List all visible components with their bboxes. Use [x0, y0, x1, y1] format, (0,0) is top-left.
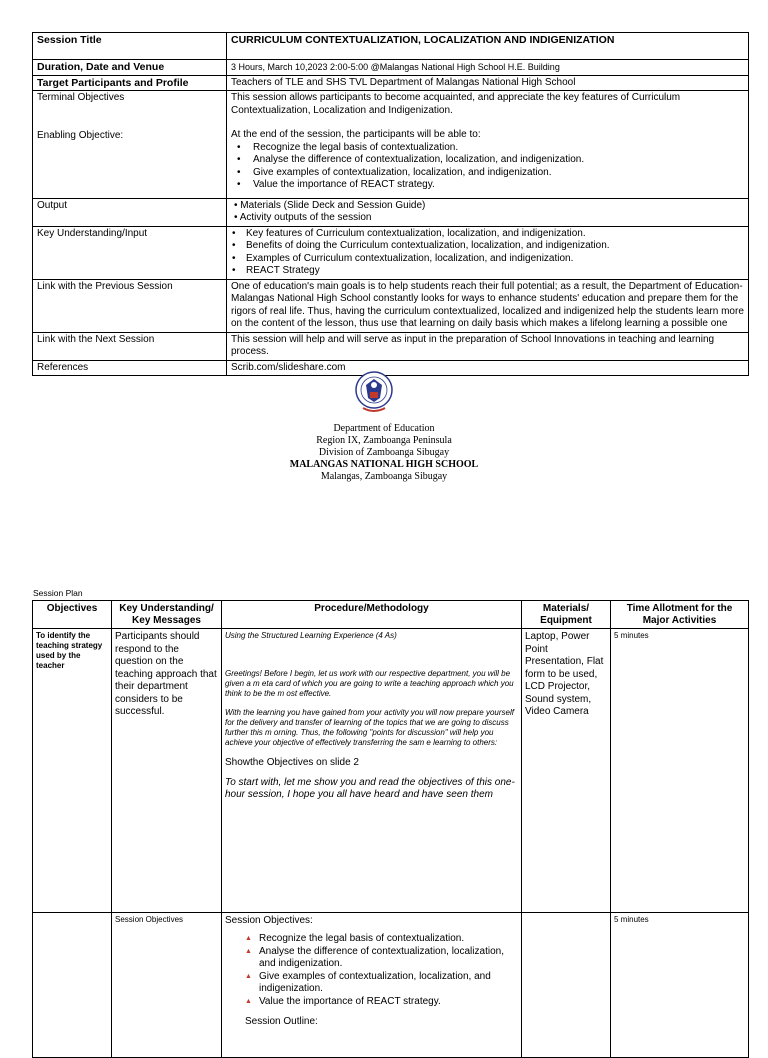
- col-header-procedure: Procedure/Methodology: [222, 601, 522, 629]
- next-session-text: This session will help and will serve as input in the preparation of School Innovations in teaching and learning process.: [227, 332, 749, 360]
- output-list: [231, 200, 744, 225]
- key-message-cell: Participants should respond to the question on the teaching approach that their department considers to be successful.: [112, 629, 222, 913]
- list-item: • Activity outputs of the session: [234, 212, 372, 223]
- participants-label: Target Participants and Profile: [33, 75, 227, 91]
- procedure-cell: [222, 629, 522, 913]
- header-line: Division of Zamboanga Sibugay: [318, 447, 450, 458]
- procedure-paragraph: Using the Structured Learning Experience (4 As): [225, 631, 397, 640]
- list-item: ▲ Analyse the difference of contextualization, localization, and indigenization.: [245, 946, 518, 971]
- header-line: Region IX, Zamboanga Peninsula: [316, 435, 452, 446]
- header-line: Department of Education: [333, 423, 435, 434]
- session-outline-heading: Session Outline:: [245, 1016, 318, 1027]
- list-item: • Benefits of doing the Curriculum contextualization, localization, and indigenization.: [231, 240, 744, 253]
- session-title-label: Session Title: [33, 33, 227, 60]
- session-info-table: [32, 32, 749, 376]
- procedure-cell: [222, 913, 522, 1058]
- session-objectives-list: [245, 933, 518, 1008]
- next-session-label: Link with the Next Session: [33, 332, 227, 360]
- key-understanding-list: [231, 228, 744, 278]
- objective-cell: [33, 913, 112, 1058]
- enabling-objective-label: Enabling Objective:: [37, 129, 124, 141]
- key-message-cell: Session Objectives: [112, 913, 222, 1058]
- procedure-paragraph: Showthe Objectives on slide 2: [225, 757, 359, 768]
- references-label: References: [33, 360, 227, 376]
- output-cell: [227, 198, 749, 226]
- output-label: Output: [33, 198, 227, 226]
- school-name: MALANGAS NATIONAL HIGH SCHOOL: [289, 459, 479, 470]
- list-item: ▲ Recognize the legal basis of contextualization.: [245, 933, 518, 946]
- participants-value: Teachers of TLE and SHS TVL Department of Malangas National High School: [227, 75, 749, 91]
- col-header-objectives: Objectives: [33, 601, 112, 629]
- time-cell: 5 minutes: [611, 913, 749, 1058]
- list-item: • Materials (Slide Deck and Session Guide): [234, 199, 426, 211]
- header-line: Malangas, Zamboanga Sibugay: [320, 471, 448, 482]
- list-item: ▲ Give examples of contextualization, localization, and indigenization.: [245, 971, 518, 996]
- list-item: • REACT Strategy: [231, 265, 744, 278]
- terminal-objectives-text: This session allows participants to become acquainted, and appreciate the key features of Curriculum Contextualization, Localization and Indigenization.: [231, 92, 681, 116]
- list-item: ▲ Value the importance of REACT strategy.: [245, 996, 518, 1009]
- duration-label: Duration, Date and Venue: [33, 60, 227, 76]
- objective-cell: To identify the teaching strategy used by the teacher: [33, 629, 112, 913]
- school-header: [0, 423, 768, 483]
- list-item: • Analyse the difference of contextualization, localization, and indigenization.: [231, 154, 744, 167]
- prev-session-label: Link with the Previous Session: [33, 279, 227, 332]
- session-plan-table: [32, 600, 749, 1058]
- list-item: • Key features of Curriculum contextualization, localization, and indigenization.: [231, 228, 744, 241]
- objectives-label-cell: [33, 91, 227, 199]
- enabling-intro: At the end of the session, the participants will be able to:: [231, 129, 481, 140]
- references-text: Scrib.com/slideshare.com: [227, 360, 749, 376]
- session-plan-label: Session Plan: [33, 588, 83, 598]
- list-item: • Give examples of contextualization, localization, and indigenization.: [231, 167, 744, 180]
- list-item: • Recognize the legal basis of contextualization.: [231, 142, 744, 155]
- col-header-key: Key Understanding/ Key Messages: [112, 601, 222, 629]
- procedure-paragraph: With the learning you have gained from your activity you will now prepare yourself for the delivery and transfer of learning of the topics that we are going to discuss further this m orning. Thus, the following "points for discussion" will help you achieve your objective of effectively transferring the sam e learning to others:: [225, 708, 514, 747]
- materials-cell: [522, 913, 611, 1058]
- deped-seal-icon: [355, 368, 393, 416]
- procedure-paragraph: To start with, let me show you and read the objectives of this one-hour session, I hope you all have heard and have seen them: [225, 777, 515, 800]
- key-understanding-label: Key Understanding/Input: [33, 226, 227, 279]
- list-item: • Examples of Curriculum contextualization, localization, and indigenization.: [231, 253, 744, 266]
- materials-cell: Laptop, Power Point Presentation, Flat form to be used, LCD Projector, Sound system, Video Camera: [522, 629, 611, 913]
- session-objectives-heading: Session Objectives:: [225, 915, 313, 926]
- session-title-value: CURRICULUM CONTEXTUALIZATION, LOCALIZATION AND INDIGENIZATION: [227, 33, 749, 60]
- col-header-materials: Materials/ Equipment: [522, 601, 611, 629]
- duration-value: 3 Hours, March 10,2023 2:00-5:00 @Malangas National High School H.E. Building: [227, 60, 749, 76]
- time-cell: 5 minutes: [611, 629, 749, 913]
- col-header-time: Time Allotment for the Major Activities: [611, 601, 749, 629]
- prev-session-text: One of education's main goals is to help students reach their full potential; as a result, the Department of Education-Malangas National High School constantly looks for ways to enhance students' education and prepare them for the rigors of real life. Thus, having the curriculum contextualized, localized and indigenized help the students learn more on the content of the lesson, thus use that learning on daily basis which makes a lifelong learning a possible one: [227, 279, 749, 332]
- objectives-value-cell: [227, 91, 749, 199]
- procedure-paragraph: Greetings! Before I begin, let us work with our respective department, you will be given a m eta card of which you are going to write a teaching approach which you think to be the m ost effective.: [225, 669, 514, 698]
- enabling-list: [231, 142, 744, 192]
- key-understanding-cell: [227, 226, 749, 279]
- terminal-objectives-label: Terminal Objectives: [37, 92, 125, 103]
- list-item: • Value the importance of REACT strategy.: [231, 179, 744, 192]
